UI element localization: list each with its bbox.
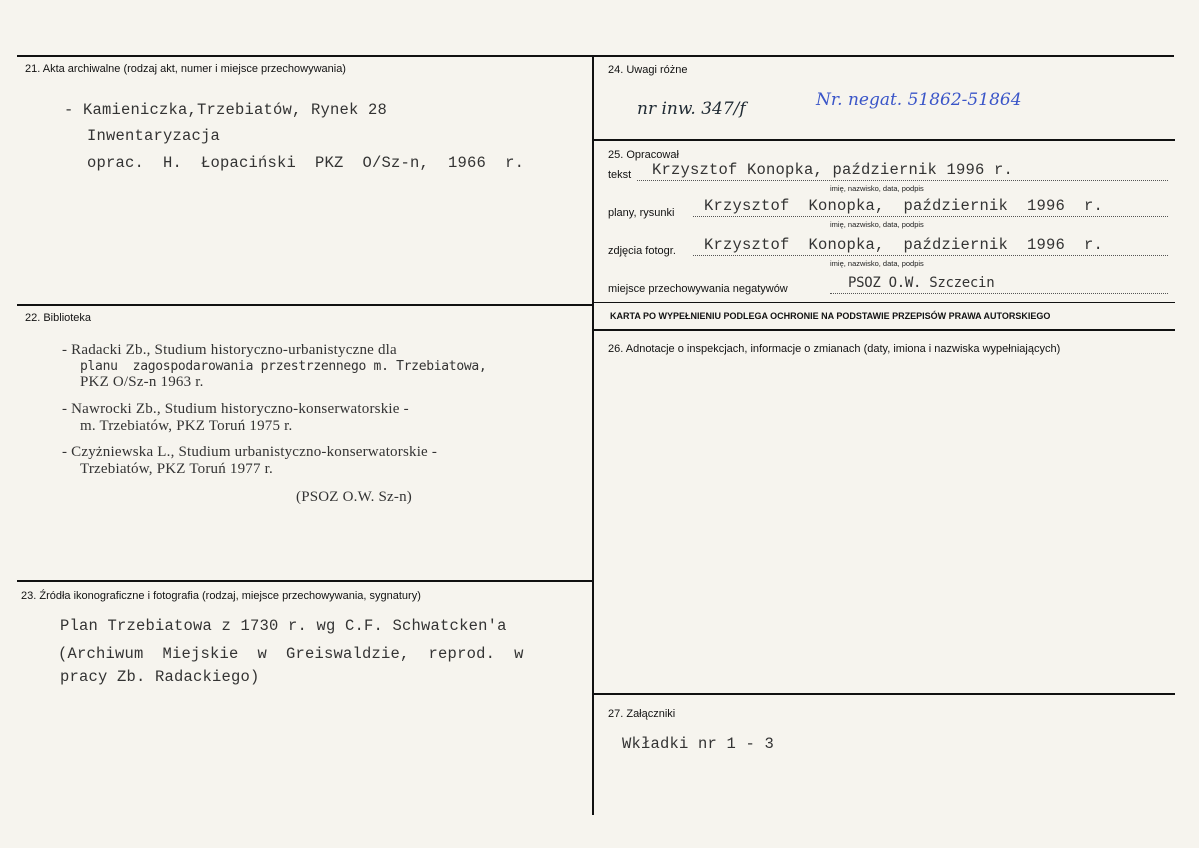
text-author-caption: imię, nazwisko, data, podpis: [830, 184, 924, 193]
photos-author-caption: imię, nazwisko, data, podpis: [830, 259, 924, 268]
drawings-author-dotted-line: [693, 216, 1168, 217]
text-author-dotted-line: [637, 180, 1168, 181]
section-21-label: 21. Akta archiwalne (rodzaj akt, numer i miejsce przechowywania): [25, 63, 346, 75]
negative-numbers-note: Nr. negat. 51862-51864: [816, 90, 1022, 110]
left-divider-22: [17, 304, 594, 306]
section-22-label: 22. Biblioteka: [25, 312, 92, 324]
drawings-author-value: Krzysztof Konopka, październik 1996 r.: [704, 197, 1104, 215]
photos-author-value: Krzysztof Konopka, październik 1996 r.: [704, 236, 1104, 254]
biblio-entry-3-line-1: - Czyżniewska L., Studium urbanistyczno-konserwatorskie -: [62, 444, 438, 460]
section-24-label: 24. Uwagi różne: [608, 64, 688, 76]
archive-line-2: Inwentaryzacja: [87, 127, 221, 145]
right-divider-25: [593, 139, 1175, 141]
drawings-author-label: plany, rysunki: [608, 207, 675, 219]
inventory-note: nr inw. 347/f: [637, 99, 746, 119]
drawings-author-caption: imię, nazwisko, data, podpis: [830, 220, 924, 229]
biblio-source: (PSOZ O.W. Sz-n): [296, 489, 412, 505]
biblio-entry-1-line-3: PKZ O/Sz-n 1963 r.: [80, 374, 204, 390]
biblio-entry-3-line-2: Trzebiatów, PKZ Toruń 1977 r.: [80, 461, 273, 477]
copyright-notice: KARTA PO WYPEŁNIENIU PODLEGA OCHRONIE NA PODSTAWIE PRZEPISÓW PRAWA AUTORSKIEGO: [610, 311, 1051, 321]
text-author-label: tekst: [608, 169, 632, 181]
section-23-label: 23. Źródła ikonograficzne i fotografia (rodzaj, miejsce przechowywania, sygnatury): [21, 590, 421, 602]
archive-line-1: - Kamieniczka,Trzebiatów, Rynek 28: [64, 101, 388, 119]
top-border: [17, 55, 1174, 57]
negatives-location-label: miejsce przechowywania negatywów: [608, 283, 788, 295]
biblio-entry-1-line-1: - Radacki Zb., Studium historyczno-urbanistyczne dla: [62, 342, 397, 358]
section-25-label: 25. Opracował: [608, 149, 679, 161]
biblio-entry-1-line-2: planu zagospodarowania przestrzennego m. Trzebiatowa,: [80, 359, 487, 374]
center-divider: [592, 55, 594, 815]
photos-author-dotted-line: [693, 255, 1168, 256]
text-author-value: Krzysztof Konopka, październik 1996 r.: [652, 161, 1014, 179]
right-divider-26: [593, 329, 1175, 331]
negatives-location-value: PSOZ O.W. Szczecin: [848, 275, 995, 291]
icono-line-2: (Archiwum Miejskie w Greiswaldzie, reprod. w: [58, 645, 524, 663]
archive-line-3: oprac. H. Łopaciński PKZ O/Sz-n, 1966 r.: [87, 154, 525, 172]
attachments-value: Wkładki nr 1 - 3: [622, 735, 775, 753]
biblio-entry-2-line-1: - Nawrocki Zb., Studium historyczno-konserwatorskie -: [62, 401, 409, 417]
section-26-label: 26. Adnotacje o inspekcjach, informacje o zmianach (daty, imiona i nazwiska wypełniających): [608, 343, 1061, 355]
icono-line-1: Plan Trzebiatowa z 1730 r. wg C.F. Schwatcken'a: [60, 617, 507, 635]
right-divider-notice-top: [593, 302, 1175, 303]
negatives-location-dotted-line: [830, 293, 1168, 294]
section-27-label: 27. Załączniki: [608, 708, 676, 720]
icono-line-3: pracy Zb. Radackiego): [60, 668, 260, 686]
biblio-entry-2-line-2: m. Trzebiatów, PKZ Toruń 1975 r.: [80, 418, 293, 434]
left-divider-23: [17, 580, 594, 582]
right-divider-27: [593, 693, 1175, 695]
photos-author-label: zdjęcia fotogr.: [608, 245, 676, 257]
